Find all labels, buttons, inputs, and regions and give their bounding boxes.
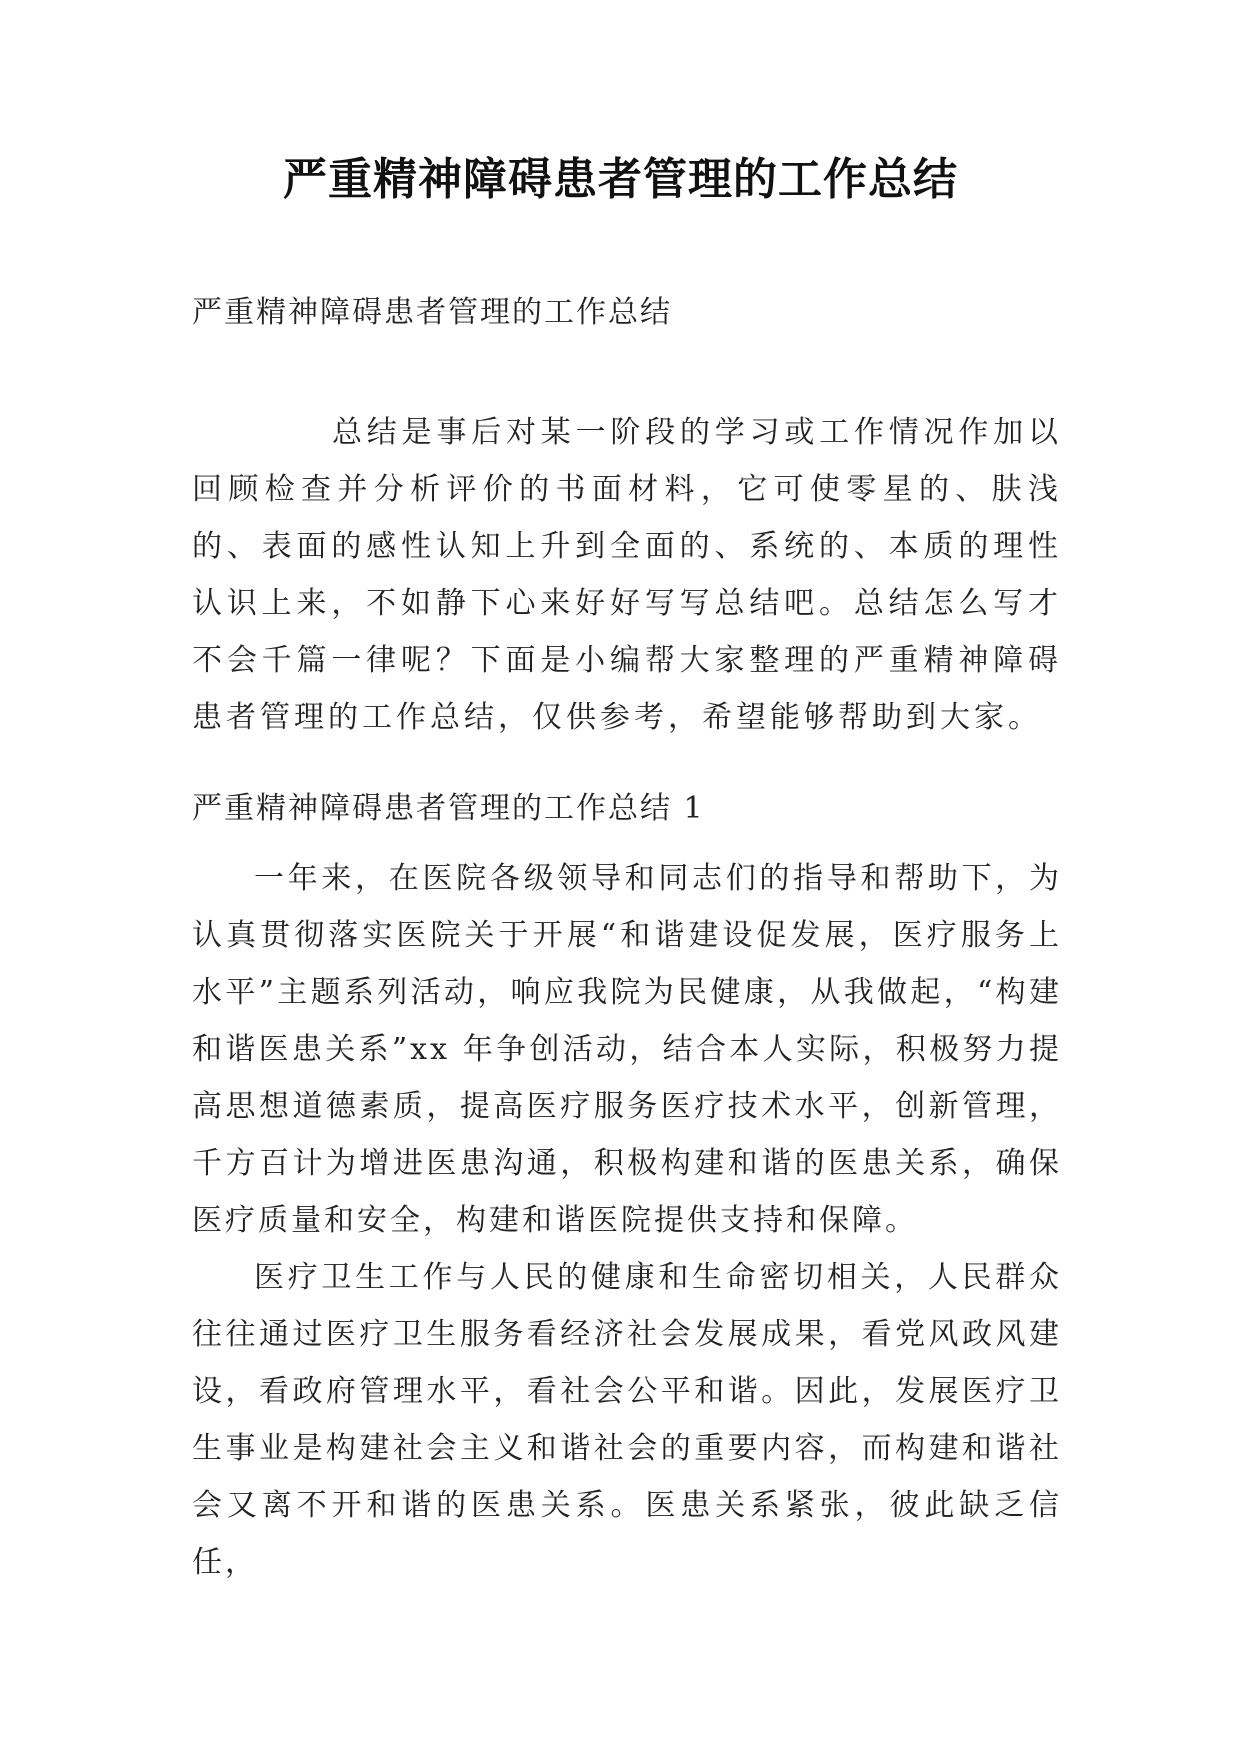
- body-paragraph-1: 一年来，在医院各级领导和同志们的指导和帮助下，为认真贯彻落实医院关于开展“和谐建设促发展，医疗服务上水平”主题系列活动，响应我院为民健康，从我做起，“构建和谐医患关系”xx 年争创活动，结合本人实际，积极努力提高思想道德素质，提高医疗服务医疗技术水平，创新管理，千方百计为增进医患沟通，积极构建和谐的医患关系，确保医疗质量和安全，构建和谐医院提供支持和保障。: [192, 861, 1062, 1238]
- section-body: [192, 850, 1062, 1591]
- body-paragraph-2: 医疗卫生工作与人民的健康和生命密切相关，人民群众往往通过医疗卫生服务看经济社会发展成果，看党风政风建设，看政府管理水平，看社会公平和谐。因此，发展医疗卫生事业是构建社会主义和谐社会的重要内容，而构建和谐社会又离不开和谐的医患关系。医患关系紧张，彼此缺乏信任，: [192, 1260, 1062, 1580]
- document-title: 严重精神障碍患者管理的工作总结: [283, 154, 958, 205]
- section-heading: 严重精神障碍患者管理的工作总结 1: [192, 791, 705, 826]
- intro-paragraph: 总结是事后对某一阶段的学习或工作情况作加以回顾检查并分析评价的书面材料，它可使零星的、肤浅的、表面的感性认知上升到全面的、系统的、本质的理性认识上来，不如静下心来好好写写总结吧。总结怎么写才不会千篇一律呢？下面是小编帮大家整理的严重精神障碍患者管理的工作总结，仅供参考，希望能够帮助到大家。: [192, 415, 1062, 735]
- document-subtitle: 严重精神障碍患者管理的工作总结: [192, 295, 672, 330]
